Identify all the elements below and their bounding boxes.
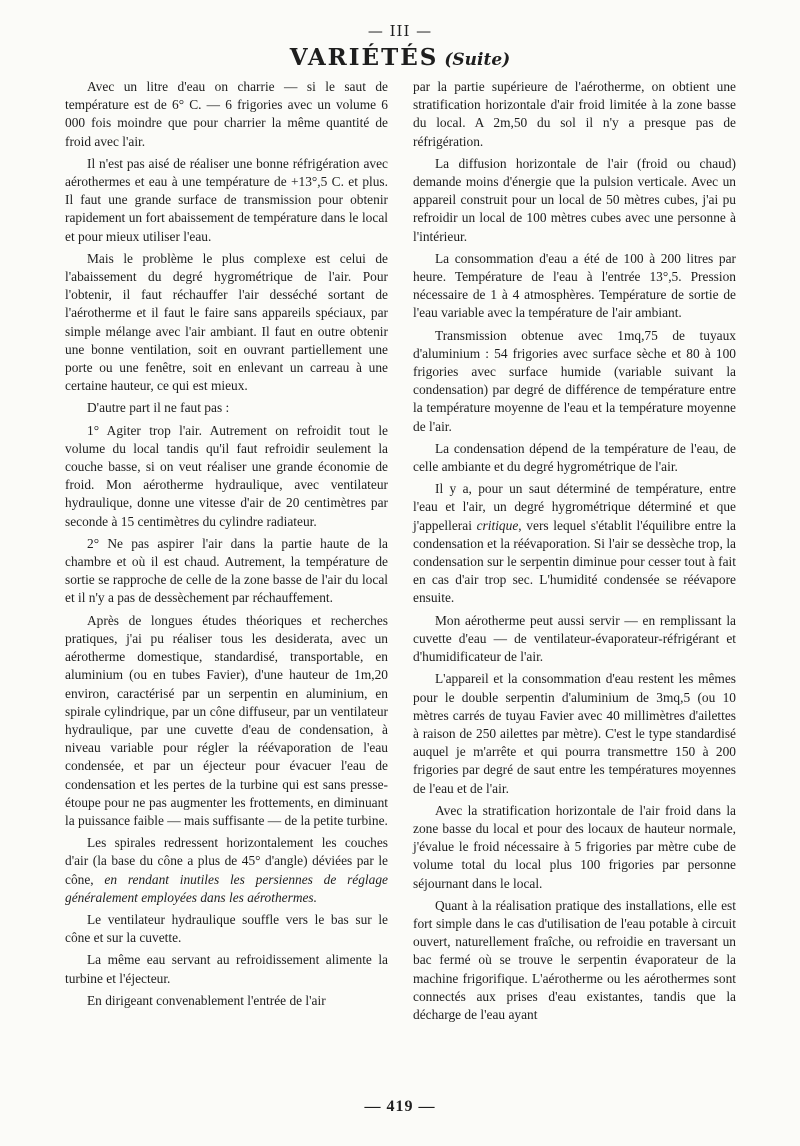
paragraph-text: Après de longues études théoriques et recherches pratiques, j'ai pu réaliser tous les desiderata, avec un aérotherme domestique, standardisé, transportable, en aluminium (ou en tubes Favier), d'une hauteur de 1m,20 environ, caractérisé par un serpentin en aluminium, en spirale cylindrique, par un cône diffuseur, par un ventilateur hydraulique, par une cuvette d'eau de condensation, à niveau variable pour régler la réévaporation de l'eau condensée, et par un éjecteur pour évacuer l'eau de condensation et les pertes de la turbine qui est sans presse-étoupe pour ne pas augmenter les frottements, en diminuant la puissance faible — mais suffisante — de la petite turbine. bbox=[65, 612, 388, 828]
paragraph bbox=[65, 992, 388, 1010]
paragraph bbox=[65, 250, 388, 396]
page-marker: — III — bbox=[367, 22, 433, 40]
paragraph-text: Transmission obtenue avec 1mq,75 de tuyaux d'aluminium : 54 frigories avec surface sèche et 80 à 100 frigories avec surface humide (variable suivant la condensation) par degré de différence de température entre la température moyenne de l'eau et la température moyenne de l'air. bbox=[413, 327, 736, 434]
paragraph-text: L'appareil et la consommation d'eau restent les mêmes pour le double serpentin d'aluminium de 3mq,5 (ou 10 mètres carrés de tuyau Favier avec 40 millimètres d'ailettes à raison de 250 ailettes par mètre). C'est le type standardisé auquel je m'arrête et qui pourra transmettre 150 à 200 frigories par degré de saut entre les températures moyennes de l'eau et de l'air. bbox=[413, 671, 736, 796]
paragraph-text-after: , vers lequel s'établit l'équilibre entre la condensation et la réévaporation. Si l'air se dessèche trop, la condensation sur le serpentin diminue pour cesser tout à fait en cas d'air trop sec. L'humidité condensée se réévapore ensuite. bbox=[413, 517, 737, 606]
paragraph bbox=[65, 78, 388, 151]
paragraph-text: Il y a, pour un saut déterminé de température, entre l'eau et l'air, un degré hygrométrique déterminé et que j'appellerai bbox=[413, 481, 736, 533]
paragraph bbox=[413, 327, 736, 436]
paragraph bbox=[413, 897, 736, 1024]
right-column bbox=[413, 78, 736, 1028]
paragraph bbox=[65, 911, 388, 947]
paragraph-text: par la partie supérieure de l'aérotherme, on obtient une stratification horizontale d'air froid limitée à la zone basse du local. A 2m,50 du sol il n'y a presque pas de réfrigération. bbox=[413, 79, 736, 149]
paragraph-text: Mais le problème le plus complexe est celui de l'abaissement du degré hygrométrique de l'air. Pour l'obtenir, il faut réchauffer l'air desséché sortant de l'aérotherme et il faut le faire sans appareils spéciaux, par simple mélange avec l'air ambiant. Il faut en outre obtenir une bonne ventilation, soit en ouvrant partiellement une porte ou une fenêtre, soit en enlevant un carreau à une certaine hauteur, ce qui est mieux. bbox=[65, 250, 388, 394]
paragraph-italic-text: en rendant inutiles les persiennes de réglage généralement employées dans les aérothermes. bbox=[65, 871, 388, 905]
paragraph-text: La condensation dépend de la température de l'eau, de celle ambiante et du degré hygrométrique de l'air. bbox=[413, 440, 736, 475]
paragraph-text: Avec la stratification horizontale de l'air froid dans la zone basse du local et pour des locaux de hauteur normale, j'évalue le froid nécessaire à 5 frigories par mètre cube de volume total du local plus 100 frigories par personne séjournant dans le local. bbox=[413, 802, 736, 891]
section-title-suite: (Suite) bbox=[444, 50, 511, 70]
paragraph bbox=[413, 612, 736, 667]
paragraph bbox=[413, 670, 736, 797]
paragraph bbox=[65, 155, 388, 246]
paragraph bbox=[413, 440, 736, 476]
paragraph-text: 1° Agiter trop l'air. Autrement on refroidit tout le volume du local tandis qu'il faut refroidir seulement la couche basse, si on veut réaliser une grande économie de froid. Mon aérotherme hydraulique, avec ventilateur hydraulique, donne une vitesse d'air de 20 centimètres par seconde à 15 centimètres du cylindre radiateur. bbox=[65, 422, 388, 529]
paragraph-text: En dirigeant convenablement l'entrée de l'air bbox=[87, 992, 326, 1008]
paragraph-text: Les spirales redressent horizontalement les couches d'air (la base du cône a plus de 45° d'angle) déviées par le cône, bbox=[65, 835, 388, 887]
page-number: — 419 — bbox=[364, 1098, 436, 1115]
section-title-text: VARIÉTÉS bbox=[289, 44, 439, 71]
paragraph-italic-text: critique bbox=[476, 517, 519, 533]
paragraph bbox=[65, 834, 388, 907]
paragraph-text: Le ventilateur hydraulique souffle vers le bas sur le cône et sur la cuvette. bbox=[65, 911, 388, 946]
paragraph-text: La diffusion horizontale de l'air (froid ou chaud) demande moins d'énergie que la pulsion verticale. Avec un appareil construit pour un local de 50 mètres cubes, j'ai pu refroidir un local de 100 mètres cubes avec une personne à l'intérieur. bbox=[413, 155, 736, 244]
paragraph bbox=[65, 951, 388, 987]
paragraph bbox=[65, 422, 388, 531]
paragraph-text: D'autre part il ne faut pas : bbox=[87, 400, 230, 416]
paragraph-text: 2° Ne pas aspirer l'air dans la partie haute de la chambre et où il est chaud. Autrement, la température de sortie se rapproche de celle de la zone basse de l'air du local et il n'y a pas de dessèchement par réchauffement. bbox=[65, 535, 388, 606]
paragraph bbox=[413, 802, 736, 893]
paragraph bbox=[65, 399, 388, 417]
paragraph bbox=[413, 155, 736, 246]
paragraph-text: Mon aérotherme peut aussi servir — en remplissant la cuvette d'eau — de ventilateur-évaporateur-réfrigérant et d'humidificateur de l'air. bbox=[413, 612, 736, 665]
paragraph-text: Il n'est pas aisé de réaliser une bonne réfrigération avec aérothermes et eau à une température de +13°,5 C. et plus. Il faut une grande surface de transmission pour obtenir rapidement un fort abaissement de température dans le local et pour mieux utiliser l'eau. bbox=[65, 155, 388, 244]
paragraph bbox=[65, 535, 388, 608]
paragraph-text: Quant à la réalisation pratique des installations, elle est fort simple dans le cas d'utilisation de l'eau potable à circuit ouvert, naturellement fraîche, ou refroidie en traversant un bac fermé où se trouve le serpentin évaporateur de la machine frigorifique. L'aérotherme ou les aérothermes sont connectés aux prises d'eau existantes, tandis que la décharge de l'eau ayant bbox=[413, 897, 736, 1022]
paragraph bbox=[413, 250, 736, 323]
left-column bbox=[65, 78, 388, 1014]
section-title bbox=[0, 44, 800, 71]
paragraph bbox=[65, 612, 388, 830]
paragraph-text: Avec un litre d'eau on charrie — si le saut de température est de 6° C. — 6 frigories avec un volume 6 000 fois moindre que pour charrier la même quantité de froid avec l'air. bbox=[65, 79, 388, 149]
paragraph bbox=[413, 78, 736, 151]
paragraph-text: La consommation d'eau a été de 100 à 200 litres par heure. Température de l'eau à l'entrée 13°,5. Pression nécessaire de 1 à 4 atmosphères. Température de sortie de l'eau variable avec la température de l'air ambiant. bbox=[413, 250, 736, 321]
paragraph-text: La même eau servant au refroidissement alimente la turbine et l'éjecteur. bbox=[65, 952, 388, 986]
paragraph bbox=[413, 480, 736, 607]
